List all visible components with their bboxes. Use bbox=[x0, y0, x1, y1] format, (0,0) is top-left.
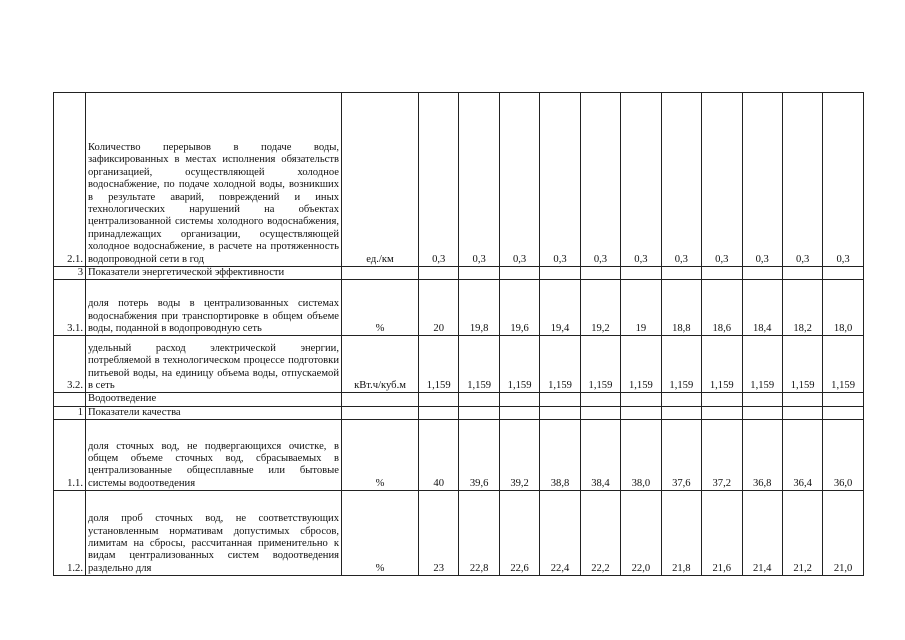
table-body bbox=[54, 93, 864, 576]
value-cell bbox=[621, 267, 661, 280]
value-cell bbox=[459, 393, 499, 406]
value-cell: 18,6 bbox=[702, 280, 742, 336]
row-number: 1 bbox=[54, 406, 86, 419]
value-cell bbox=[540, 267, 580, 280]
value-cell bbox=[742, 406, 782, 419]
value-cell: 0,3 bbox=[782, 93, 822, 267]
indicator-description: Количество перерывов в подаче воды, зафиксированных в местах исполнения обязательств организацией, осуществляющей холодное водоснабжение, по подаче холодной воды, возникших в результате аварий, повреждений и иных технологических нарушений на объектах централизованной системы холодного водоснабжения, принадлежащих организации, осуществляющей холодное водоснабжение, в расчете на протяженность водопроводной сети в год bbox=[86, 93, 342, 267]
value-cell: 21,2 bbox=[782, 491, 822, 576]
table-row bbox=[54, 280, 864, 336]
value-cell: 38,0 bbox=[621, 420, 661, 491]
value-cell: 18,2 bbox=[782, 280, 822, 336]
value-cell bbox=[782, 393, 822, 406]
value-cell: 38,4 bbox=[580, 420, 620, 491]
value-cell: 21,8 bbox=[661, 491, 701, 576]
value-cell bbox=[782, 267, 822, 280]
table-row bbox=[54, 267, 864, 280]
value-cell: 20 bbox=[419, 280, 459, 336]
value-cell: 36,0 bbox=[823, 420, 863, 491]
value-cell: 37,2 bbox=[702, 420, 742, 491]
value-cell bbox=[702, 393, 742, 406]
value-cell: 21,6 bbox=[702, 491, 742, 576]
value-cell bbox=[661, 267, 701, 280]
table-row bbox=[54, 420, 864, 491]
table-row bbox=[54, 393, 864, 406]
value-cell: 1,159 bbox=[459, 336, 499, 393]
value-cell: 22,8 bbox=[459, 491, 499, 576]
value-cell bbox=[580, 393, 620, 406]
value-cell bbox=[661, 393, 701, 406]
value-cell: 1,159 bbox=[782, 336, 822, 393]
value-cell bbox=[742, 267, 782, 280]
value-cell bbox=[459, 406, 499, 419]
value-cell: 0,3 bbox=[419, 93, 459, 267]
value-cell bbox=[499, 267, 539, 280]
indicators-table bbox=[53, 92, 864, 576]
unit-cell bbox=[342, 393, 419, 406]
value-cell bbox=[621, 393, 661, 406]
value-cell: 19,8 bbox=[459, 280, 499, 336]
value-cell: 19,2 bbox=[580, 280, 620, 336]
value-cell: 39,6 bbox=[459, 420, 499, 491]
value-cell: 21,0 bbox=[823, 491, 863, 576]
value-cell: 22,2 bbox=[580, 491, 620, 576]
row-number: 3.1. bbox=[54, 280, 86, 336]
value-cell: 19,6 bbox=[499, 280, 539, 336]
row-number: 3.2. bbox=[54, 336, 86, 393]
unit-cell: % bbox=[342, 420, 419, 491]
indicator-description: Показатели качества bbox=[86, 406, 342, 419]
value-cell bbox=[540, 406, 580, 419]
indicator-description: доля потерь воды в централизованных системах водоснабжения при транспортировке в общем объеме воды, поданной в водопроводную сеть bbox=[86, 280, 342, 336]
row-number bbox=[54, 393, 86, 406]
value-cell bbox=[823, 267, 863, 280]
row-number: 1.1. bbox=[54, 420, 86, 491]
value-cell: 38,8 bbox=[540, 420, 580, 491]
value-cell: 0,3 bbox=[459, 93, 499, 267]
value-cell bbox=[419, 406, 459, 419]
indicator-description: доля проб сточных вод, не соответствующих установленным нормативам допустимых сбросов, лимитам на сбросы, рассчитанная применительно к видам централизованных систем водоотведения раздельно для bbox=[86, 491, 342, 576]
value-cell bbox=[621, 406, 661, 419]
value-cell: 0,3 bbox=[823, 93, 863, 267]
value-cell: 0,3 bbox=[499, 93, 539, 267]
value-cell: 1,159 bbox=[499, 336, 539, 393]
value-cell bbox=[459, 267, 499, 280]
indicator-description: Водоотведение bbox=[86, 393, 342, 406]
value-cell bbox=[499, 393, 539, 406]
unit-cell bbox=[342, 406, 419, 419]
value-cell bbox=[823, 393, 863, 406]
value-cell: 36,8 bbox=[742, 420, 782, 491]
table-row bbox=[54, 491, 864, 576]
table-row bbox=[54, 93, 864, 267]
value-cell bbox=[419, 393, 459, 406]
indicator-description: доля сточных вод, не подвергающихся очистке, в общем объеме сточных вод, сбрасываемых в централизованные общесплавные или бытовые системы водоотведения bbox=[86, 420, 342, 491]
value-cell: 36,4 bbox=[782, 420, 822, 491]
value-cell bbox=[782, 406, 822, 419]
value-cell bbox=[823, 406, 863, 419]
value-cell bbox=[419, 267, 459, 280]
value-cell: 39,2 bbox=[499, 420, 539, 491]
indicator-description: Показатели энергетической эффективности bbox=[86, 267, 342, 280]
value-cell bbox=[661, 406, 701, 419]
value-cell: 0,3 bbox=[702, 93, 742, 267]
value-cell: 18,4 bbox=[742, 280, 782, 336]
value-cell: 40 bbox=[419, 420, 459, 491]
value-cell: 1,159 bbox=[702, 336, 742, 393]
value-cell: 1,159 bbox=[580, 336, 620, 393]
value-cell bbox=[540, 393, 580, 406]
row-number: 2.1. bbox=[54, 93, 86, 267]
unit-cell: % bbox=[342, 280, 419, 336]
table-row bbox=[54, 406, 864, 419]
table-row bbox=[54, 336, 864, 393]
unit-cell: % bbox=[342, 491, 419, 576]
row-number: 3 bbox=[54, 267, 86, 280]
value-cell bbox=[580, 267, 620, 280]
value-cell: 1,159 bbox=[823, 336, 863, 393]
value-cell: 0,3 bbox=[580, 93, 620, 267]
value-cell: 0,3 bbox=[621, 93, 661, 267]
value-cell: 0,3 bbox=[742, 93, 782, 267]
value-cell: 1,159 bbox=[419, 336, 459, 393]
value-cell: 0,3 bbox=[540, 93, 580, 267]
unit-cell bbox=[342, 267, 419, 280]
value-cell bbox=[702, 267, 742, 280]
value-cell: 1,159 bbox=[540, 336, 580, 393]
value-cell: 1,159 bbox=[621, 336, 661, 393]
value-cell bbox=[580, 406, 620, 419]
value-cell: 19,4 bbox=[540, 280, 580, 336]
value-cell: 18,0 bbox=[823, 280, 863, 336]
value-cell: 1,159 bbox=[661, 336, 701, 393]
value-cell: 22,6 bbox=[499, 491, 539, 576]
value-cell bbox=[499, 406, 539, 419]
unit-cell: ед./км bbox=[342, 93, 419, 267]
value-cell: 1,159 bbox=[742, 336, 782, 393]
value-cell: 19 bbox=[621, 280, 661, 336]
row-number: 1.2. bbox=[54, 491, 86, 576]
value-cell: 18,8 bbox=[661, 280, 701, 336]
value-cell: 37,6 bbox=[661, 420, 701, 491]
value-cell: 21,4 bbox=[742, 491, 782, 576]
value-cell bbox=[702, 406, 742, 419]
value-cell bbox=[742, 393, 782, 406]
indicator-description: удельный расход электрической энергии, потребляемой в технологическом процессе подготовки питьевой воды, на единицу объема воды, отпускаемой в сеть bbox=[86, 336, 342, 393]
value-cell: 22,0 bbox=[621, 491, 661, 576]
value-cell: 0,3 bbox=[661, 93, 701, 267]
value-cell: 23 bbox=[419, 491, 459, 576]
unit-cell: кВт.ч/куб.м bbox=[342, 336, 419, 393]
value-cell: 22,4 bbox=[540, 491, 580, 576]
document-page bbox=[53, 92, 864, 576]
